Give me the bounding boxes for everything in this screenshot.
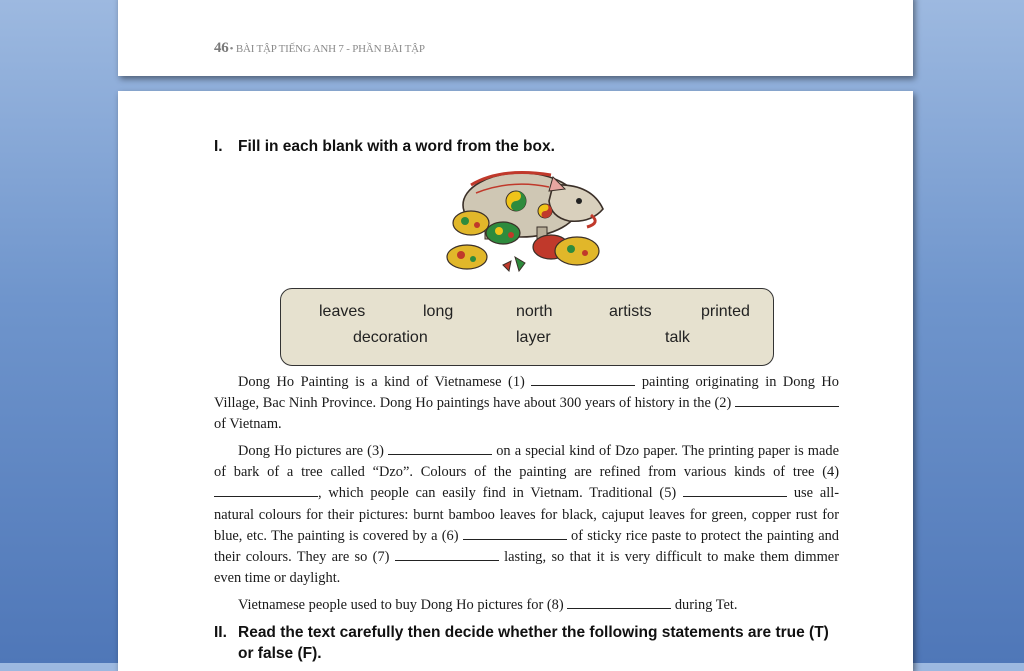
paragraph-1	[214, 372, 839, 436]
word-box-item: decoration	[353, 329, 428, 346]
word-box-item: long	[423, 303, 454, 320]
paragraph-text: , which people can easily find in Vietnam. Traditional (5)	[318, 485, 684, 502]
section-2-heading	[214, 622, 839, 664]
paragraph-2	[214, 441, 839, 589]
section-1-heading	[214, 138, 555, 156]
section-1-number: I.	[214, 138, 223, 155]
blank-4[interactable]	[214, 484, 318, 497]
paragraph-text: use all-natural colours for their pictures: burnt bamboo leaves for black, cajuput leaves for green, copper rust for blue, etc. The painting is covered by a (6)	[214, 485, 839, 544]
word-box-item: artists	[609, 303, 652, 320]
paragraph-text: on a special kind of Dzo paper. The printing paper is made of bark of a tree called “Dzo”. Colours of the painting are refined from various kinds of tree (4)	[214, 443, 839, 481]
section-1-title: Fill in each blank with a word from the box.	[238, 138, 555, 155]
word-box-item: north	[516, 303, 553, 320]
word-box-item: layer	[516, 329, 551, 346]
blank-3[interactable]	[388, 442, 492, 455]
word-box-item: leaves	[319, 303, 366, 320]
blank-8[interactable]	[567, 596, 671, 609]
blank-1[interactable]	[531, 373, 635, 386]
section-2-title: Read the text carefully then decide whether the following statements are true (T) or false (F).	[238, 624, 829, 662]
blank-5[interactable]	[683, 484, 787, 497]
paragraph-text: Dong Ho Painting is a kind of Vietnamese (1)	[238, 374, 532, 390]
blank-7[interactable]	[395, 548, 499, 561]
dong-ho-pig-illustration	[441, 165, 609, 277]
word-box-item: printed	[701, 303, 750, 320]
paragraph-text: Dong Ho pictures are (3)	[238, 443, 389, 459]
running-header	[214, 40, 425, 57]
word-box	[280, 288, 774, 366]
word-box-item: talk	[665, 329, 690, 346]
paragraph-text: during Tet.	[671, 597, 738, 613]
previous-page	[118, 0, 913, 76]
paragraph-text: of sticky rice paste to protect the painting and their colours. They are so (7)	[214, 527, 839, 566]
paragraph-3	[214, 595, 839, 616]
paragraph-text: Vietnamese people used to buy Dong Ho pictures for (8)	[238, 597, 568, 613]
header-bullet: •	[229, 43, 234, 55]
paragraph-text: lasting, so that it is very difficult to make them dimmer even time or daylight.	[214, 549, 839, 587]
blank-2[interactable]	[735, 394, 839, 407]
blank-6[interactable]	[463, 527, 567, 540]
section-2-number: II.	[214, 624, 227, 641]
paragraph-text: of Vietnam.	[214, 416, 282, 433]
paragraph-text: painting originating in Dong Ho Village, Bac Ninh Province. Dong Ho paintings have about 300 years of history in the (2)	[214, 374, 840, 412]
page-number: 46	[214, 40, 229, 56]
current-page	[118, 91, 913, 671]
running-title: BÀI TẬP TIẾNG ANH 7 - PHẦN BÀI TẬP	[235, 43, 425, 55]
